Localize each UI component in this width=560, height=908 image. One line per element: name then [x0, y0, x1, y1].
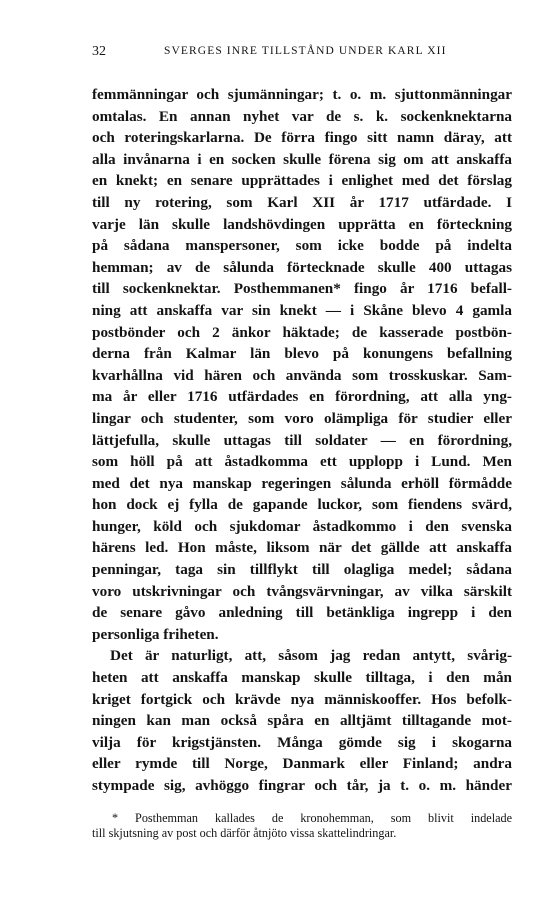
text-line: hemman; av de sålunda förtecknade skulle 400 uttagas	[92, 258, 512, 276]
text-line: hon dock ej fylla de gapande luckor, som fiendens svärd,	[92, 496, 512, 514]
footnote	[92, 811, 512, 841]
text-line: omtalas. En annan nyhet var de s. k. sockenknektarna	[92, 107, 512, 125]
text-line: eller rymde till Norge, Danmark eller Finland; andra	[92, 755, 512, 773]
text-line: till sockenknektar. Posthemmanen* fingo år 1716 befall-	[92, 280, 512, 298]
text-line: varje län skulle landshövdingen upprätta en förteckning	[92, 215, 512, 233]
footnote-line: till skjutsning av post och därför åtnjöto vissa skattelindringar.	[92, 825, 397, 840]
text-line: postbönder och 2 änkor häktade; de kasserade postbön-	[92, 323, 512, 341]
text-line: på sådana manspersoner, som icke bodde på indelta	[92, 237, 512, 255]
text-line: lättjefulla, skulle uttagas till soldater — en förordning,	[92, 431, 512, 449]
page-number: 32	[92, 44, 106, 59]
book-page	[92, 44, 512, 841]
text-line: och roteringskarlarna. De förra fingo sitt namn däray, att	[92, 129, 512, 147]
text-line: härens led. Hon måste, liksom när det gällde att anskaffa	[92, 539, 512, 557]
paragraph-start-line: Det är naturligt, att, såsom jag redan antytt, svårig-	[110, 647, 512, 665]
text-line: alla invånarna i en socken skulle förena sig om att anskaffa	[92, 150, 512, 168]
text-line: som höll på att åstadkomma ett upplopp i Lund. Men	[92, 453, 512, 471]
text-line: kvarhållna vid hären och använda som trosskuskar. Sam-	[92, 366, 512, 384]
text-line: derna från Kalmar län blevo på konungens befallning	[92, 345, 512, 363]
text-line: voro utskrivningar och tvångsvärvningar, av vilka särskilt	[92, 582, 512, 600]
text-line: kriget fortgick och krävde nya människooffer. Hos befolk-	[92, 690, 512, 708]
text-line: penningar, taga sin tillflykt till olagliga medel; sådana	[92, 561, 512, 579]
page-header	[92, 44, 512, 66]
text-line: ningen kan man också spåra en alltjämt tilltagande mot-	[92, 712, 512, 730]
text-line: femmänningar och sjumänningar; t. o. m. sjuttonmänningar	[92, 86, 512, 103]
running-title: SVERGES INRE TILLSTÅND UNDER KARL XII	[164, 45, 447, 57]
text-line: stympade sig, avhöggo fingrar och tår, ja t. o. m. händer	[92, 777, 512, 794]
text-line: ma år eller 1716 utfärdades en förordning, att alla yng-	[92, 388, 512, 406]
text-line: de senare gåvo anledning till betänkliga ingrepp i den	[92, 604, 512, 622]
text-line: hunger, köld och sjukdomar åstadkommo i den svenska	[92, 517, 512, 535]
text-line: till ny rotering, som Karl XII år 1717 utfärdade. I	[92, 193, 512, 211]
text-line: heten att anskaffa manskap skulle tilltaga, i den mån	[92, 669, 512, 687]
main-text	[92, 84, 512, 797]
text-line: en knekt; en senare upprättades i enlighet med det förslag	[92, 172, 512, 190]
text-line: lingar och studenter, som voro olämpliga för studier eller	[92, 409, 512, 427]
paragraph-end-line: personliga friheten.	[92, 625, 219, 643]
text-line: ning att anskaffa var sin knekt — i Skåne blevo 4 gamla	[92, 301, 512, 319]
text-line: vilja för krigstjänsten. Många gömde sig i skogarna	[92, 733, 512, 751]
footnote-line: * Posthemman kallades de kronohemman, som blivit indelade	[112, 810, 512, 825]
text-line: med det nya manskap regeringen sålunda erhöll förmådde	[92, 474, 512, 492]
